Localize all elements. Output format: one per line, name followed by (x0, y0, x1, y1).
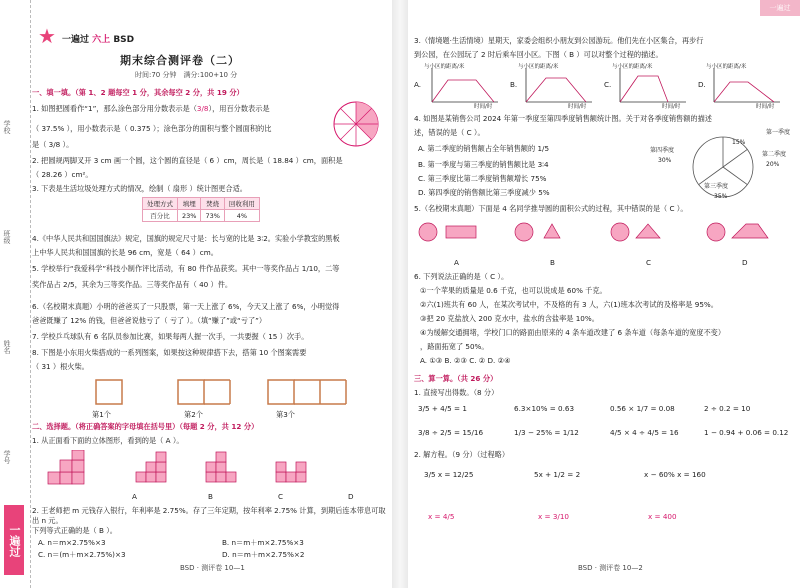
star-logo-icon: ★ (38, 24, 56, 48)
equation-answer: x = 400 (648, 512, 677, 521)
section-1-heading: 一、填一填。（第 1、2 题每空 1 分，其余每空 2 分，共 19 分） (32, 88, 244, 97)
graph-opt-a: A. (414, 80, 422, 89)
calc-item: 3/8 ÷ 2/5 = 15/16 (418, 428, 484, 437)
left-page (0, 0, 392, 588)
r-q6-item-2: ②六(1)班共有 60 人，在某次考试中，不及格的有 3 人，六(1)班本次考试的及格率是 95%。 (420, 300, 718, 309)
graph-c-ylabel: 与小区的距离/米 (612, 64, 653, 70)
c1-opt-b: B (208, 492, 213, 501)
pie-label-q2: 第二季度 (762, 151, 787, 158)
equation-answer: x = 3/10 (538, 512, 569, 521)
q2-line-a: 2. 把圆规两脚叉开 3 cm 画一个圆，这个圆的直径是（ 6 ）cm，周长是（ 18.84 ）cm，面积是 (32, 156, 343, 165)
name-label: 姓名 (3, 340, 11, 354)
pie-label-q3: 第三季度 (704, 183, 729, 190)
c1-opt-d: D (348, 492, 354, 501)
r-q6-options: A. ①③ B. ②③ C. ② D. ②④ (420, 356, 511, 365)
r-q3-line-a: 3.（情境题·生活情境）星期天，家委会组织小朋友到公园游玩。他们先在小区集合，再步行 (414, 36, 704, 45)
table-row: 处理方式 填埋 焚烧 回收利用 (143, 198, 260, 210)
r-q4-opt-b: B. 第一季度与第三季度的销售额比是 3∶4 (418, 160, 549, 169)
calc-item: 1/3 − 25% = 1/12 (514, 428, 579, 437)
r-q6-item-1: ①一个苹果的质量是 0.6 千克，也可以说成是 60% 千克。 (420, 286, 607, 295)
r-q5-opt-d: D (742, 258, 748, 267)
calc-item: 6.3×10% = 0.63 (514, 404, 575, 413)
r-q4-opt-c: C. 第三季度比第二季度销售额增长 75% (418, 174, 547, 183)
page-title: 期末综合测评卷（二） (120, 54, 240, 67)
r-q5-opt-a: A (454, 258, 459, 267)
exam-info: 时间:70 分钟 满分:100+10 分 (135, 71, 238, 79)
circle-fraction-figure (332, 100, 380, 148)
fig-label-2: 第2个 (184, 410, 203, 419)
pie-pct-q4: 30% (658, 157, 672, 164)
fig-label-1: 第1个 (92, 410, 111, 419)
calc-item: 3/5 + 4/5 = 1 (418, 404, 467, 413)
class-label: 班级 (3, 230, 11, 244)
r-q4-line-b: 述，错误的是（ C ）。 (414, 128, 485, 137)
section-3-heading: 三、算一算。（共 26 分） (414, 374, 498, 383)
left-footer: BSD · 测评卷 10—1 (180, 564, 245, 572)
header-brand: 一遍过 六上 BSD (62, 35, 135, 45)
r-q4-opt-a: A. 第二季度的销售额占全年销售额的 1/5 (418, 144, 550, 153)
id-label: 学号 (3, 450, 11, 464)
equation-item: x − 60% x = 160 (644, 470, 706, 479)
pie-label-q4: 第四季度 (650, 147, 675, 154)
q8-line-a: 8. 下图是小东用火柴搭成的一系列图案，如果按这种规律搭下去，搭第 10 个图案需要 (32, 348, 307, 357)
book-gutter (392, 0, 408, 588)
c2-line-b: 下列等式正确的是（ B ）。 (32, 526, 117, 535)
sidebar-brand: 一遍过 (4, 505, 24, 575)
q4-line-a: 4.《中华人民共和国国旗法》规定，国旗的规定尺寸是：长与宽的比是 3∶2。实验小学教室的黑板 (32, 234, 340, 243)
q1-line-c: 是（ 3/8 ）。 (32, 140, 74, 149)
q6-line-b: 爸爸既赚了 12% 的钱，但爸爸说他亏了（ 亏了 ）。（填“赚了”或“亏了”） (32, 316, 267, 325)
r-q4-line-a: 4. 如图是某销售公司 2024 年第一季度至第四季度销售额统计图。关于对各季度销售额的描述 (414, 114, 712, 123)
calc-item: 2 ÷ 0.2 = 10 (704, 404, 751, 413)
c2-opt-a: A. n＝m×2.75%×3 (38, 538, 106, 547)
r-q5-opt-b: B (550, 258, 555, 267)
fig-label-3: 第3个 (276, 410, 295, 419)
r-q6-text: 6. 下列说法正确的是（ C ）。 (414, 272, 509, 281)
q5-line-b: 奖作品占 2/5，其余为三等奖作品。三等奖作品有（ 40 ）件。 (32, 280, 233, 289)
table-row: 百分比 23% 73% 4% (143, 210, 260, 222)
r-q3-line-b: 到公园，在公园玩了 2 时后乘车回小区。下图（ B ）可以对整个过程的描述。 (414, 50, 663, 59)
q1-line-a: 1. 如图把圆看作“1”，那么涂色部分用分数表示是（3/8），用百分数表示是 (32, 104, 270, 113)
q4-line-b: 上中华人民共和国国旗的长是 96 cm，宽是（ 64 ）cm。 (32, 248, 218, 257)
school-label: 学校 (3, 120, 11, 134)
equation-title: 2. 解方程。（9 分）（过程略） (414, 450, 510, 459)
graph-opt-d: D. (698, 80, 706, 89)
pie-pct-q3: 35% (714, 193, 728, 200)
calc-item: 1 − 0.94 + 0.06 = 0.12 (704, 428, 789, 437)
c2-opt-d: D. n＝m＋m×2.75%×2 (222, 550, 305, 559)
calc-item: 4/5 × 4 ÷ 4/5 = 16 (610, 428, 679, 437)
r-q6-item-4b: ，路面拓宽了 50%。 (420, 342, 489, 351)
waste-table (142, 197, 260, 222)
pie-label-q1: 第一季度 (766, 129, 791, 136)
c2-opt-c: C. n＝(m＋m×2.75%)×3 (38, 550, 126, 559)
graph-opt-b: B. (510, 80, 518, 89)
equation-item: 5x + 1/2 = 2 (534, 470, 581, 479)
q2-line-b: （ 28.26 ）cm²。 (32, 170, 93, 179)
c2-line-a: 2. 王老师把 m 元钱存入银行，年利率是 2.75%。存了三年定期，按年利率 2.75% 计算，到期后连本带息可取出 n 元。 (32, 506, 386, 525)
pie-pct-q2: 20% (766, 161, 780, 168)
equation-item: 3/5 x = 12/25 (424, 470, 474, 479)
q8-line-b: （ 31 ）根火柴。 (32, 362, 89, 371)
q6-line-a: 6.（名校期末真题）小明的爸爸买了一只股票，第一天上涨了 6%，今天又上涨了 6%，小明觉得 (32, 302, 340, 311)
r-q6-item-4a: ④为缓解交通拥堵，学校门口的路面由原来的 4 条车道改建了 6 条车道（每条车道的宽度不变） (420, 328, 726, 337)
q1-line-b: （ 37.5% ），用小数表示是（ 0.375 ）；涂色部分的面积与整个圆面积的比 (32, 124, 272, 133)
graph-c-xlabel: 时间/时 (662, 104, 681, 110)
right-footer: BSD · 测评卷 10—2 (578, 564, 643, 572)
r-q5-text: 5.（名校期末真题）下面是 4 名同学推导圆的面积公式的过程，其中错误的是（ C ）。 (414, 204, 688, 213)
c1-text: 1. 从正面看下面的立体图形，看到的是（ A ）。 (32, 436, 184, 445)
pie-pct-q1: 15% (732, 139, 746, 146)
graph-d-ylabel: 与小区的距离/米 (706, 64, 747, 70)
equation-answer: x = 4/5 (428, 512, 455, 521)
calc-item: 0.56 × 1/7 = 0.08 (610, 404, 675, 413)
r-q4-opt-d: D. 第四季度的销售额比第三季度减少 5% (418, 188, 550, 197)
graph-a-ylabel: 与小区的距离/米 (424, 64, 465, 70)
matchstick-figures (92, 376, 382, 410)
q5-line-a: 5. 学校举行“我爱科学”科技小制作评比活动，有 80 件作品获奖。其中一等奖作品占 1/10，二等 (32, 264, 340, 273)
c1-opt-c: C (278, 492, 284, 501)
c1-opt-a: A (132, 492, 137, 501)
c2-opt-b: B. n＝m＋m×2.75%×3 (222, 538, 304, 547)
section-2-heading: 二、选择题。（将正确答案的字母填在括号里）（每题 2 分，共 12 分） (32, 422, 259, 431)
calc-title: 1. 直接写出得数。（8 分） (414, 388, 499, 397)
graph-d-xlabel: 时间/时 (756, 104, 775, 110)
solid-views-figure (44, 450, 384, 492)
q3-text: 3. 下表是生活垃圾处理方式的情况，绘制（ 扇形 ）统计图更合适。 (32, 184, 247, 193)
binding-sidebar (0, 0, 31, 588)
graph-b-ylabel: 与小区的距离/米 (518, 64, 559, 70)
right-page (408, 0, 800, 588)
r-q5-opt-c: C (646, 258, 652, 267)
circle-area-derivations (414, 220, 796, 260)
q7-text: 7. 学校乒乓球队有 6 名队员参加比赛，如果每两人握一次手，一共要握（ 15 ）次手。 (32, 332, 309, 341)
r-q6-item-3: ③把 20 克盐放入 200 克水中，盐水的含盐率是 10%。 (420, 314, 599, 323)
graph-b-xlabel: 时间/时 (568, 104, 587, 110)
graph-a-xlabel: 时间/时 (474, 104, 493, 110)
graph-opt-c: C. (604, 80, 612, 89)
corner-tag: 一遍过 (760, 0, 800, 16)
